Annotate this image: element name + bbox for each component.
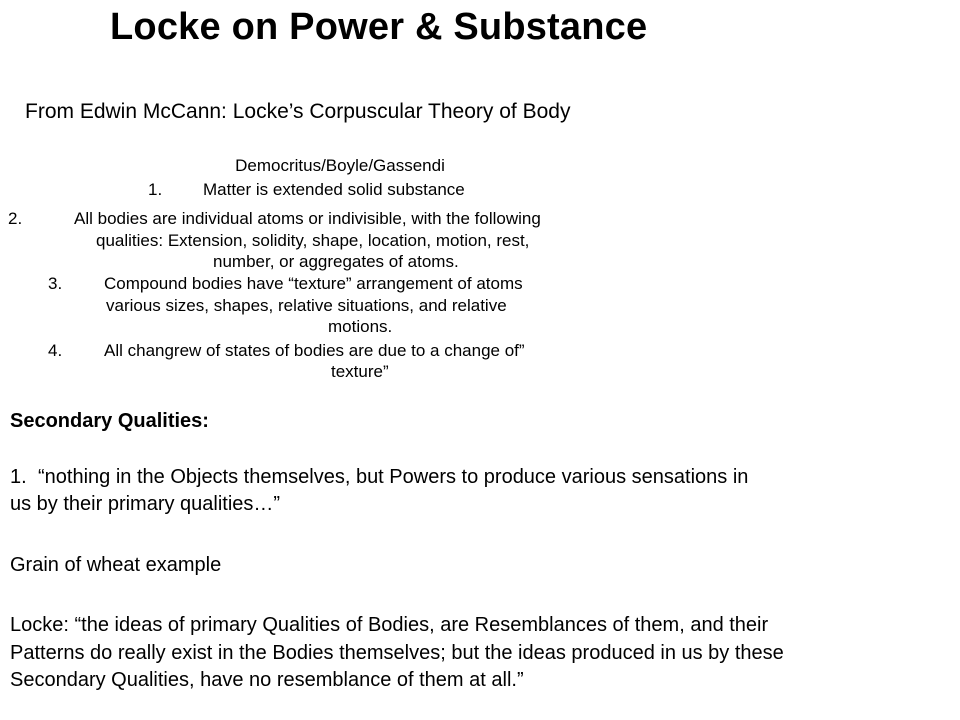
section-label bbox=[0, 156, 700, 176]
list-item-text: Compound bodies have “texture” arrangement of atoms bbox=[104, 274, 523, 293]
list-item-number: 4. bbox=[48, 341, 63, 360]
list-item-2-cont: qualities: Extension, solidity, shape, location, motion, rest, bbox=[96, 231, 530, 250]
section-label-text: Democritus/Boyle/Gassendi bbox=[235, 156, 445, 175]
list-item-text: All bodies are individual atoms or indivisible, with the following bbox=[74, 209, 541, 228]
list-item-text: All changrew of states of bodies are due to a change of” bbox=[104, 341, 525, 360]
list-item-text: Matter is extended solid substance bbox=[203, 180, 465, 199]
list-item-4 bbox=[48, 341, 525, 361]
list-item-4-cont: texture” bbox=[331, 362, 389, 381]
quote-line-2: us by their primary qualities…” bbox=[10, 493, 281, 515]
list-item-3 bbox=[48, 274, 523, 294]
locke-quote-line-2: Patterns do really exist in the Bodies themselves; but the ideas produced in us by these bbox=[10, 642, 784, 664]
locke-quote-line-3: Secondary Qualities, have no resemblance of them at all.” bbox=[10, 669, 524, 691]
list-item-2-cont: number, or aggregates of atoms. bbox=[213, 252, 459, 271]
quote-line-1 bbox=[10, 466, 748, 489]
slide-subtitle: From Edwin McCann: Locke’s Corpuscular Theory of Body bbox=[25, 100, 571, 123]
quote-text: “nothing in the Objects themselves, but Powers to produce various sensations in bbox=[38, 466, 749, 488]
list-item-3-cont: motions. bbox=[328, 317, 393, 336]
example-text: Grain of wheat example bbox=[10, 554, 222, 576]
secondary-qualities-heading: Secondary Qualities: bbox=[10, 410, 209, 432]
locke-quote-line-1: Locke: “the ideas of primary Qualities of Bodies, are Resemblances of them, and their bbox=[10, 614, 769, 636]
list-item-2 bbox=[8, 209, 541, 229]
list-item-1 bbox=[148, 180, 465, 200]
list-item-number: 2. bbox=[8, 209, 23, 228]
list-item-number: 1. bbox=[148, 180, 163, 199]
list-item-3-cont: various sizes, shapes, relative situations, and relative bbox=[106, 296, 507, 315]
quote-number: 1. bbox=[10, 466, 27, 488]
list-item-number: 3. bbox=[48, 274, 63, 293]
slide-title: Locke on Power & Substance bbox=[110, 6, 648, 48]
